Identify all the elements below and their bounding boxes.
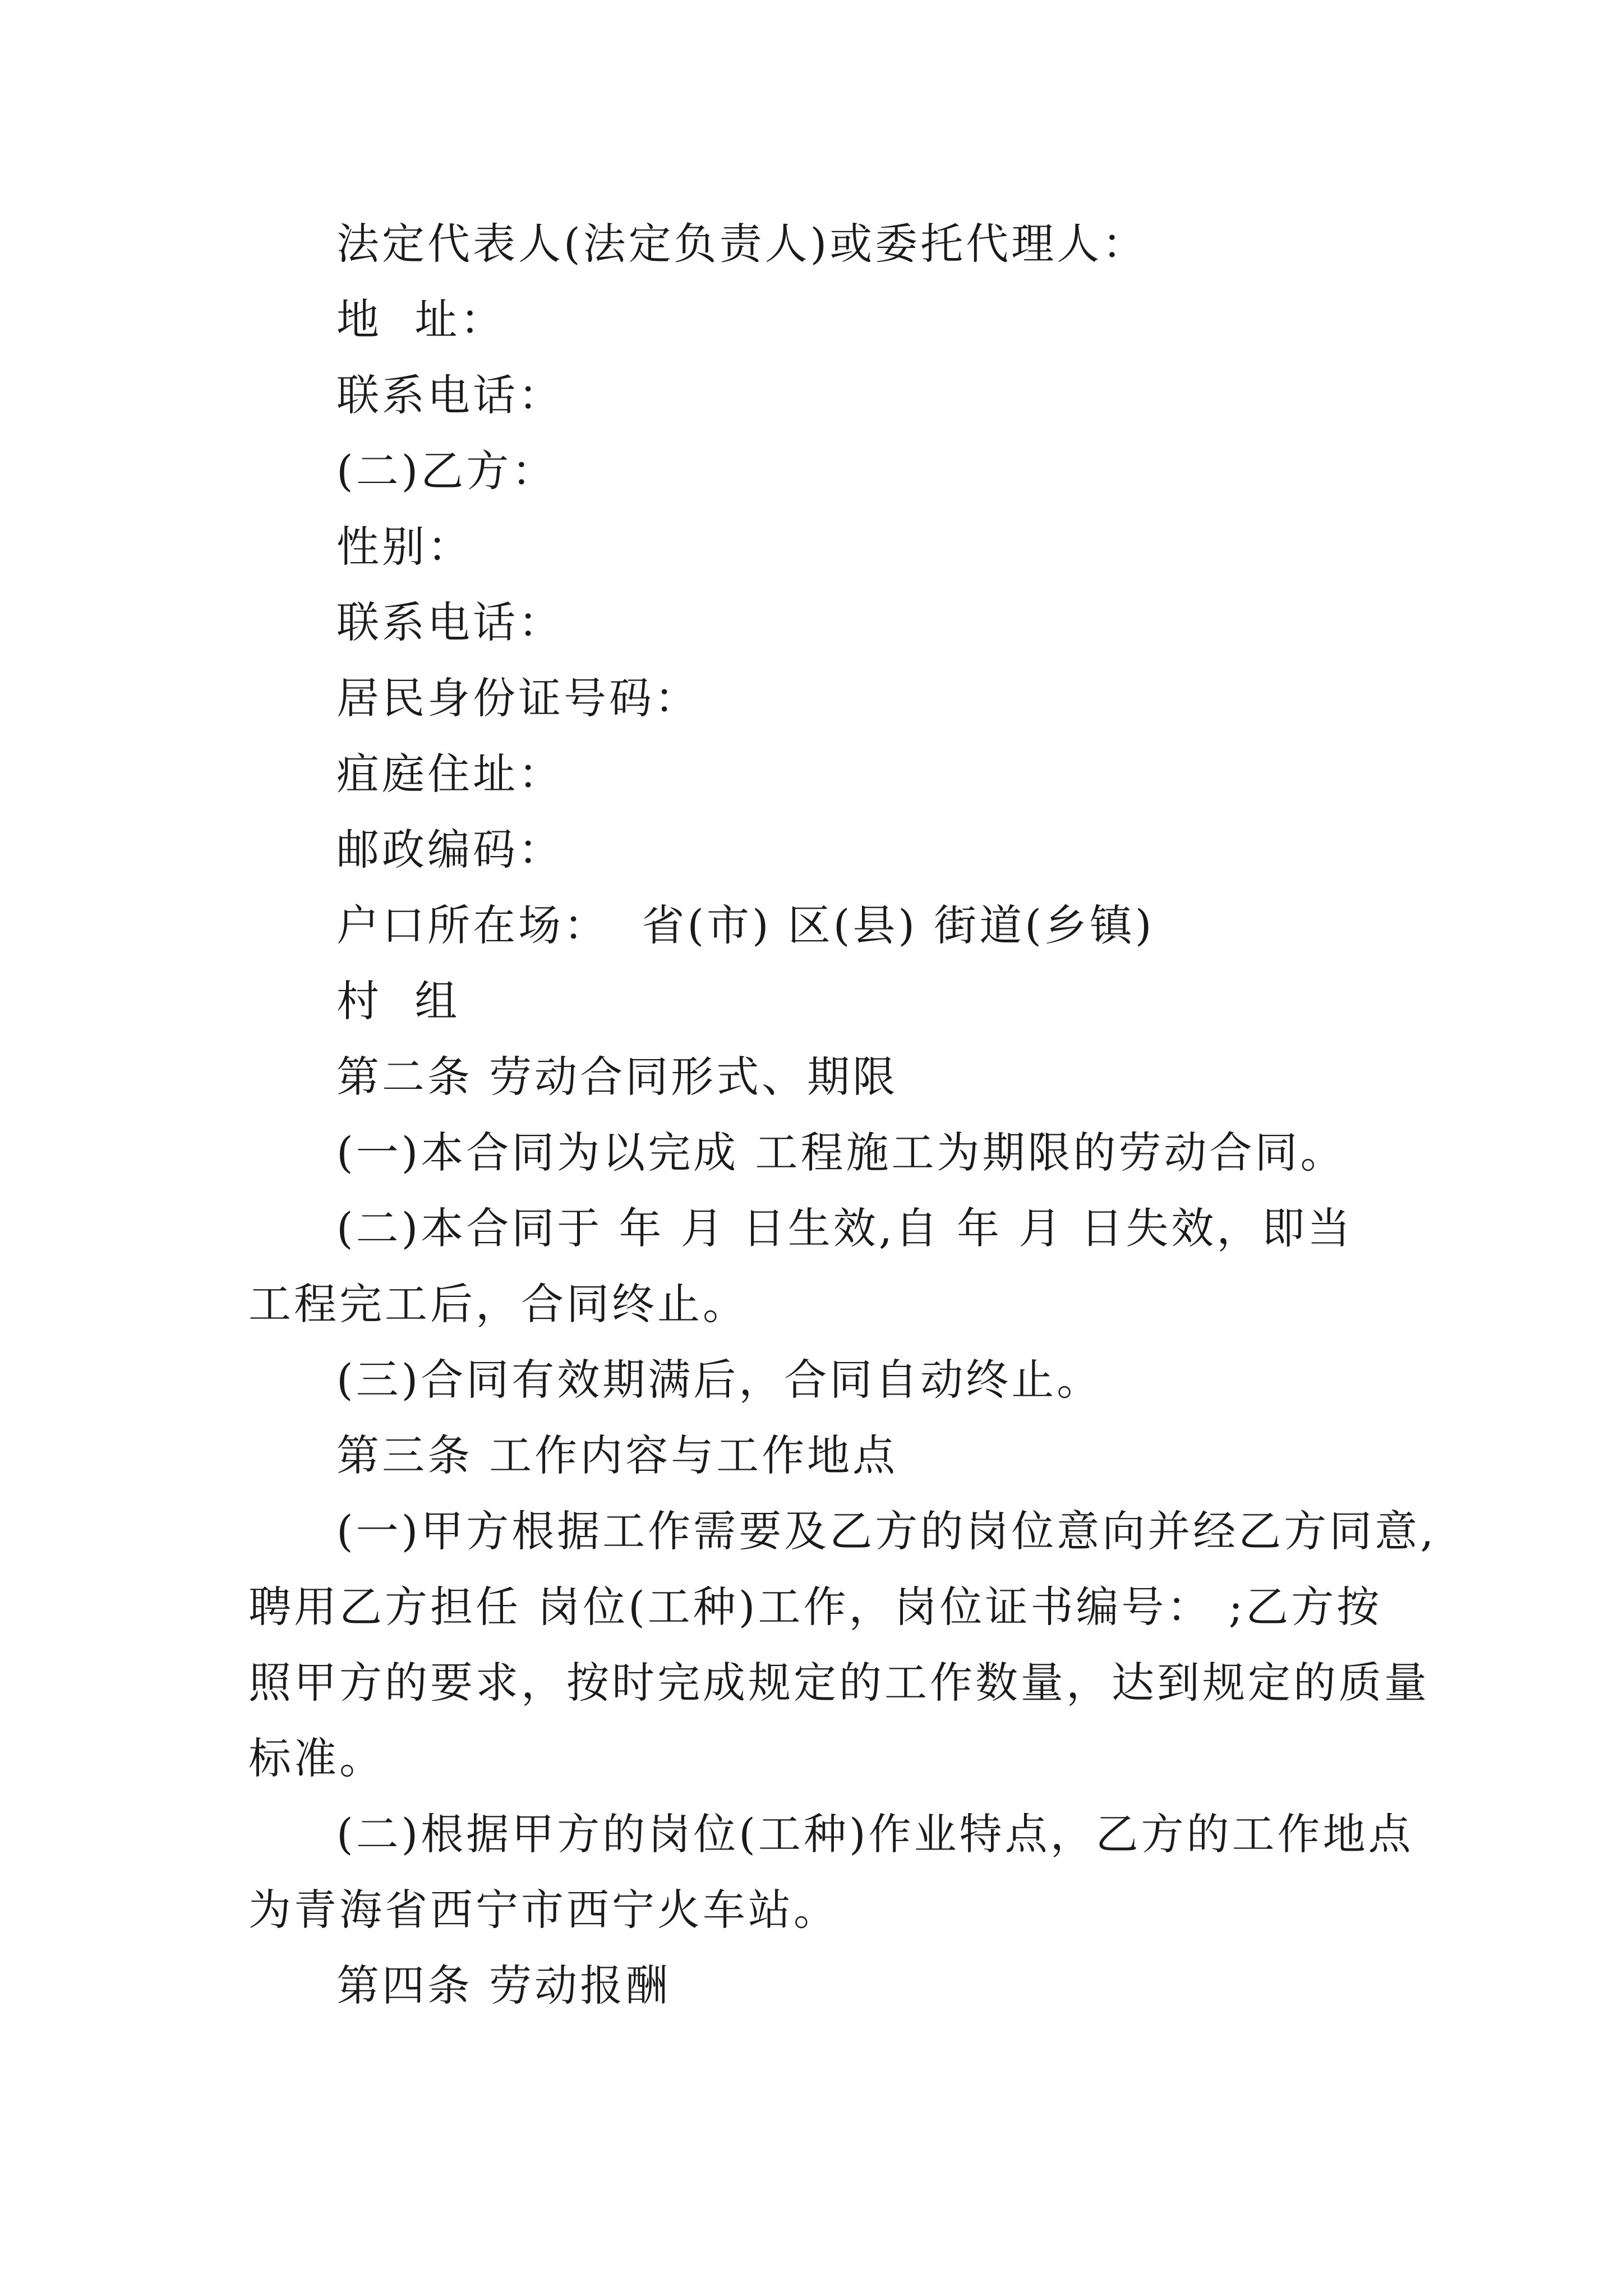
gender-line: 性别： — [336, 522, 473, 572]
postal-code-line: 邮政编码： — [336, 825, 564, 875]
household-registration-line: 户口所在场： 省(市) 区(县) 街道(乡镇) — [336, 900, 1155, 950]
article-three-clause-1-line-2: 聘用乙方担任 岗位(工种)工作，岗位证书编号： ;乙方按 — [248, 1582, 1382, 1632]
article-four-heading: 第四条 劳动报酬 — [336, 1961, 671, 2010]
article-two-clause-1: (一)本合同为以完成 工程施工为期限的劳动合同。 — [336, 1128, 1346, 1177]
article-three-clause-2-line-1: (二)根据甲方的岗位(工种)作业特点，乙方的工作地点 — [336, 1809, 1414, 1859]
article-three-clause-2-line-2: 为青海省西宁市西宁火车站。 — [248, 1885, 839, 1935]
id-number-line: 居民身份证号码： — [336, 673, 700, 723]
article-three-clause-1-line-3: 照甲方的要求，按时完成规定的工作数量，达到规定的质量 — [248, 1658, 1430, 1708]
phone-line-party-b: 联系电话： — [336, 597, 564, 647]
village-group-line: 村 组 — [336, 976, 460, 1026]
party-b-heading: (二)乙方： — [336, 446, 557, 496]
phone-line-party-a: 联系电话： — [336, 370, 564, 420]
home-address-line: 疽庭住址： — [336, 749, 564, 799]
article-three-clause-1-line-4: 标准。 — [248, 1733, 385, 1783]
article-two-heading: 第二条 劳动合同形式、期限 — [336, 1052, 898, 1102]
article-three-heading: 第三条 工作内容与工作地点 — [336, 1430, 898, 1480]
article-two-clause-2-line-1: (二)本合同于 年 月 日生效,自 年 月 日失效，即当 — [336, 1203, 1353, 1253]
article-two-clause-3: (三)合同有效期满后，合同自动终止。 — [336, 1355, 1103, 1405]
legal-representative-line: 法定代表人(法定负责人)或委托代理人： — [336, 219, 1148, 269]
address-line: 地 址： — [336, 295, 506, 344]
article-two-clause-2-line-2: 工程完工后，合同终止。 — [248, 1279, 748, 1329]
article-three-clause-1-line-1: (一)甲方根据工作需要及乙方的岗位意向并经乙方同意, — [336, 1506, 1437, 1556]
